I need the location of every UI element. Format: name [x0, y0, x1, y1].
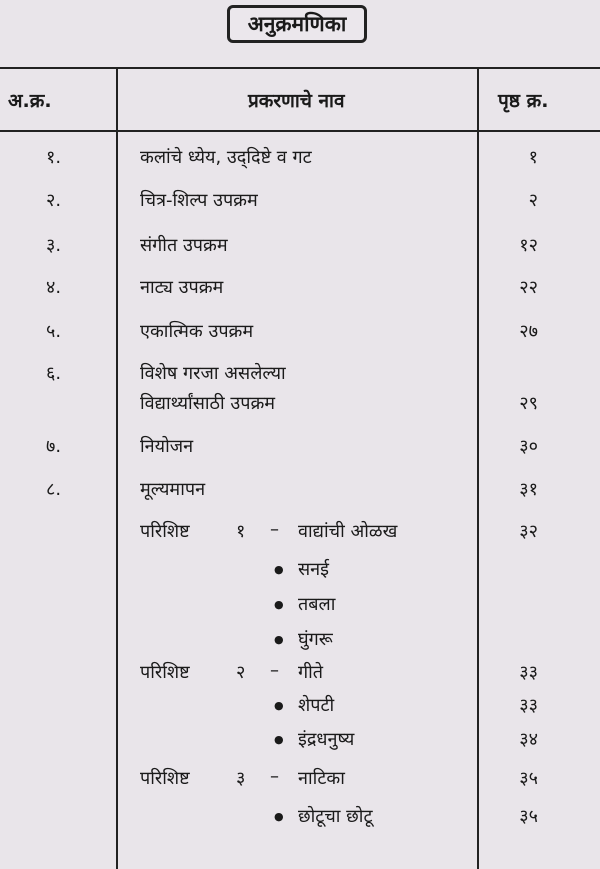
appendix-dash: –	[270, 660, 279, 681]
page-number: २	[528, 190, 538, 211]
header-divider	[0, 130, 600, 132]
appendix-title: गीते	[298, 662, 324, 683]
page-number: ३२	[519, 521, 538, 542]
appendix-item: ● इंद्रधनुष्य	[298, 727, 354, 751]
appendix-label: परिशिष्ट	[140, 521, 190, 542]
chapter-name: संगीत उपक्रम	[140, 235, 228, 256]
appendix-item: ● तबला	[298, 592, 335, 616]
page-number: ३५	[519, 768, 538, 789]
appendix-title: वाद्यांची ओळख	[298, 521, 398, 542]
page-number: २२	[519, 277, 538, 298]
header-chapter: प्रकरणाचे नाव	[248, 90, 345, 112]
row-number: ८.	[46, 479, 62, 500]
row-number: ४.	[46, 277, 62, 298]
page-number: ३४	[519, 729, 538, 750]
row-number: ३.	[46, 235, 62, 256]
appendix-item: ● घुंगरू	[298, 627, 333, 651]
contents-table	[0, 67, 600, 869]
appendix-item: ● छोटूचा छोटू	[298, 804, 373, 828]
row-number: २.	[46, 190, 62, 211]
chapter-name: कलांचे ध्येय, उद्‌दिष्टे व गट	[140, 147, 312, 168]
chapter-name: नाट्य उपक्रम	[140, 277, 224, 298]
appendix-number: ३	[236, 768, 246, 789]
column-divider	[477, 69, 479, 869]
header-serial: अ.क्र.	[8, 90, 52, 112]
page-number: ३३	[519, 662, 538, 683]
appendix-label: परिशिष्ट	[140, 662, 190, 683]
column-divider	[116, 69, 118, 869]
page-title: अनुक्रमणिका	[227, 5, 367, 43]
row-number: ५.	[46, 321, 62, 342]
appendix-item: ● शेपटी	[298, 693, 334, 717]
page-number: ३०	[519, 436, 538, 457]
appendix-number: २	[236, 662, 246, 683]
chapter-name: एकात्मिक उपक्रम	[140, 321, 254, 342]
page-number: १२	[519, 235, 538, 256]
row-number: १.	[46, 147, 62, 168]
appendix-dash: –	[270, 766, 279, 787]
chapter-name: नियोजन	[140, 436, 194, 457]
page-number: २७	[519, 321, 538, 342]
appendix-title: नाटिका	[298, 768, 345, 789]
page-number: २९	[519, 393, 538, 414]
page-number: ३१	[519, 479, 538, 500]
appendix-number: १	[236, 521, 246, 542]
row-number: ६.	[46, 363, 62, 384]
chapter-name-continued: विद्यार्थ्यांसाठी उपक्रम	[140, 393, 276, 414]
page-number: ३५	[519, 806, 538, 827]
appendix-dash: –	[270, 519, 279, 540]
chapter-name: चित्र-शिल्प उपक्रम	[140, 190, 258, 211]
chapter-name: मूल्यमापन	[140, 479, 206, 500]
page-number: १	[528, 147, 538, 168]
appendix-label: परिशिष्ट	[140, 768, 190, 789]
appendix-item: ● सनई	[298, 557, 329, 581]
header-page: पृष्ठ क्र.	[498, 90, 549, 112]
chapter-name: विशेष गरजा असलेल्या	[140, 363, 286, 384]
page-number: ३३	[519, 695, 538, 716]
row-number: ७.	[46, 436, 62, 457]
